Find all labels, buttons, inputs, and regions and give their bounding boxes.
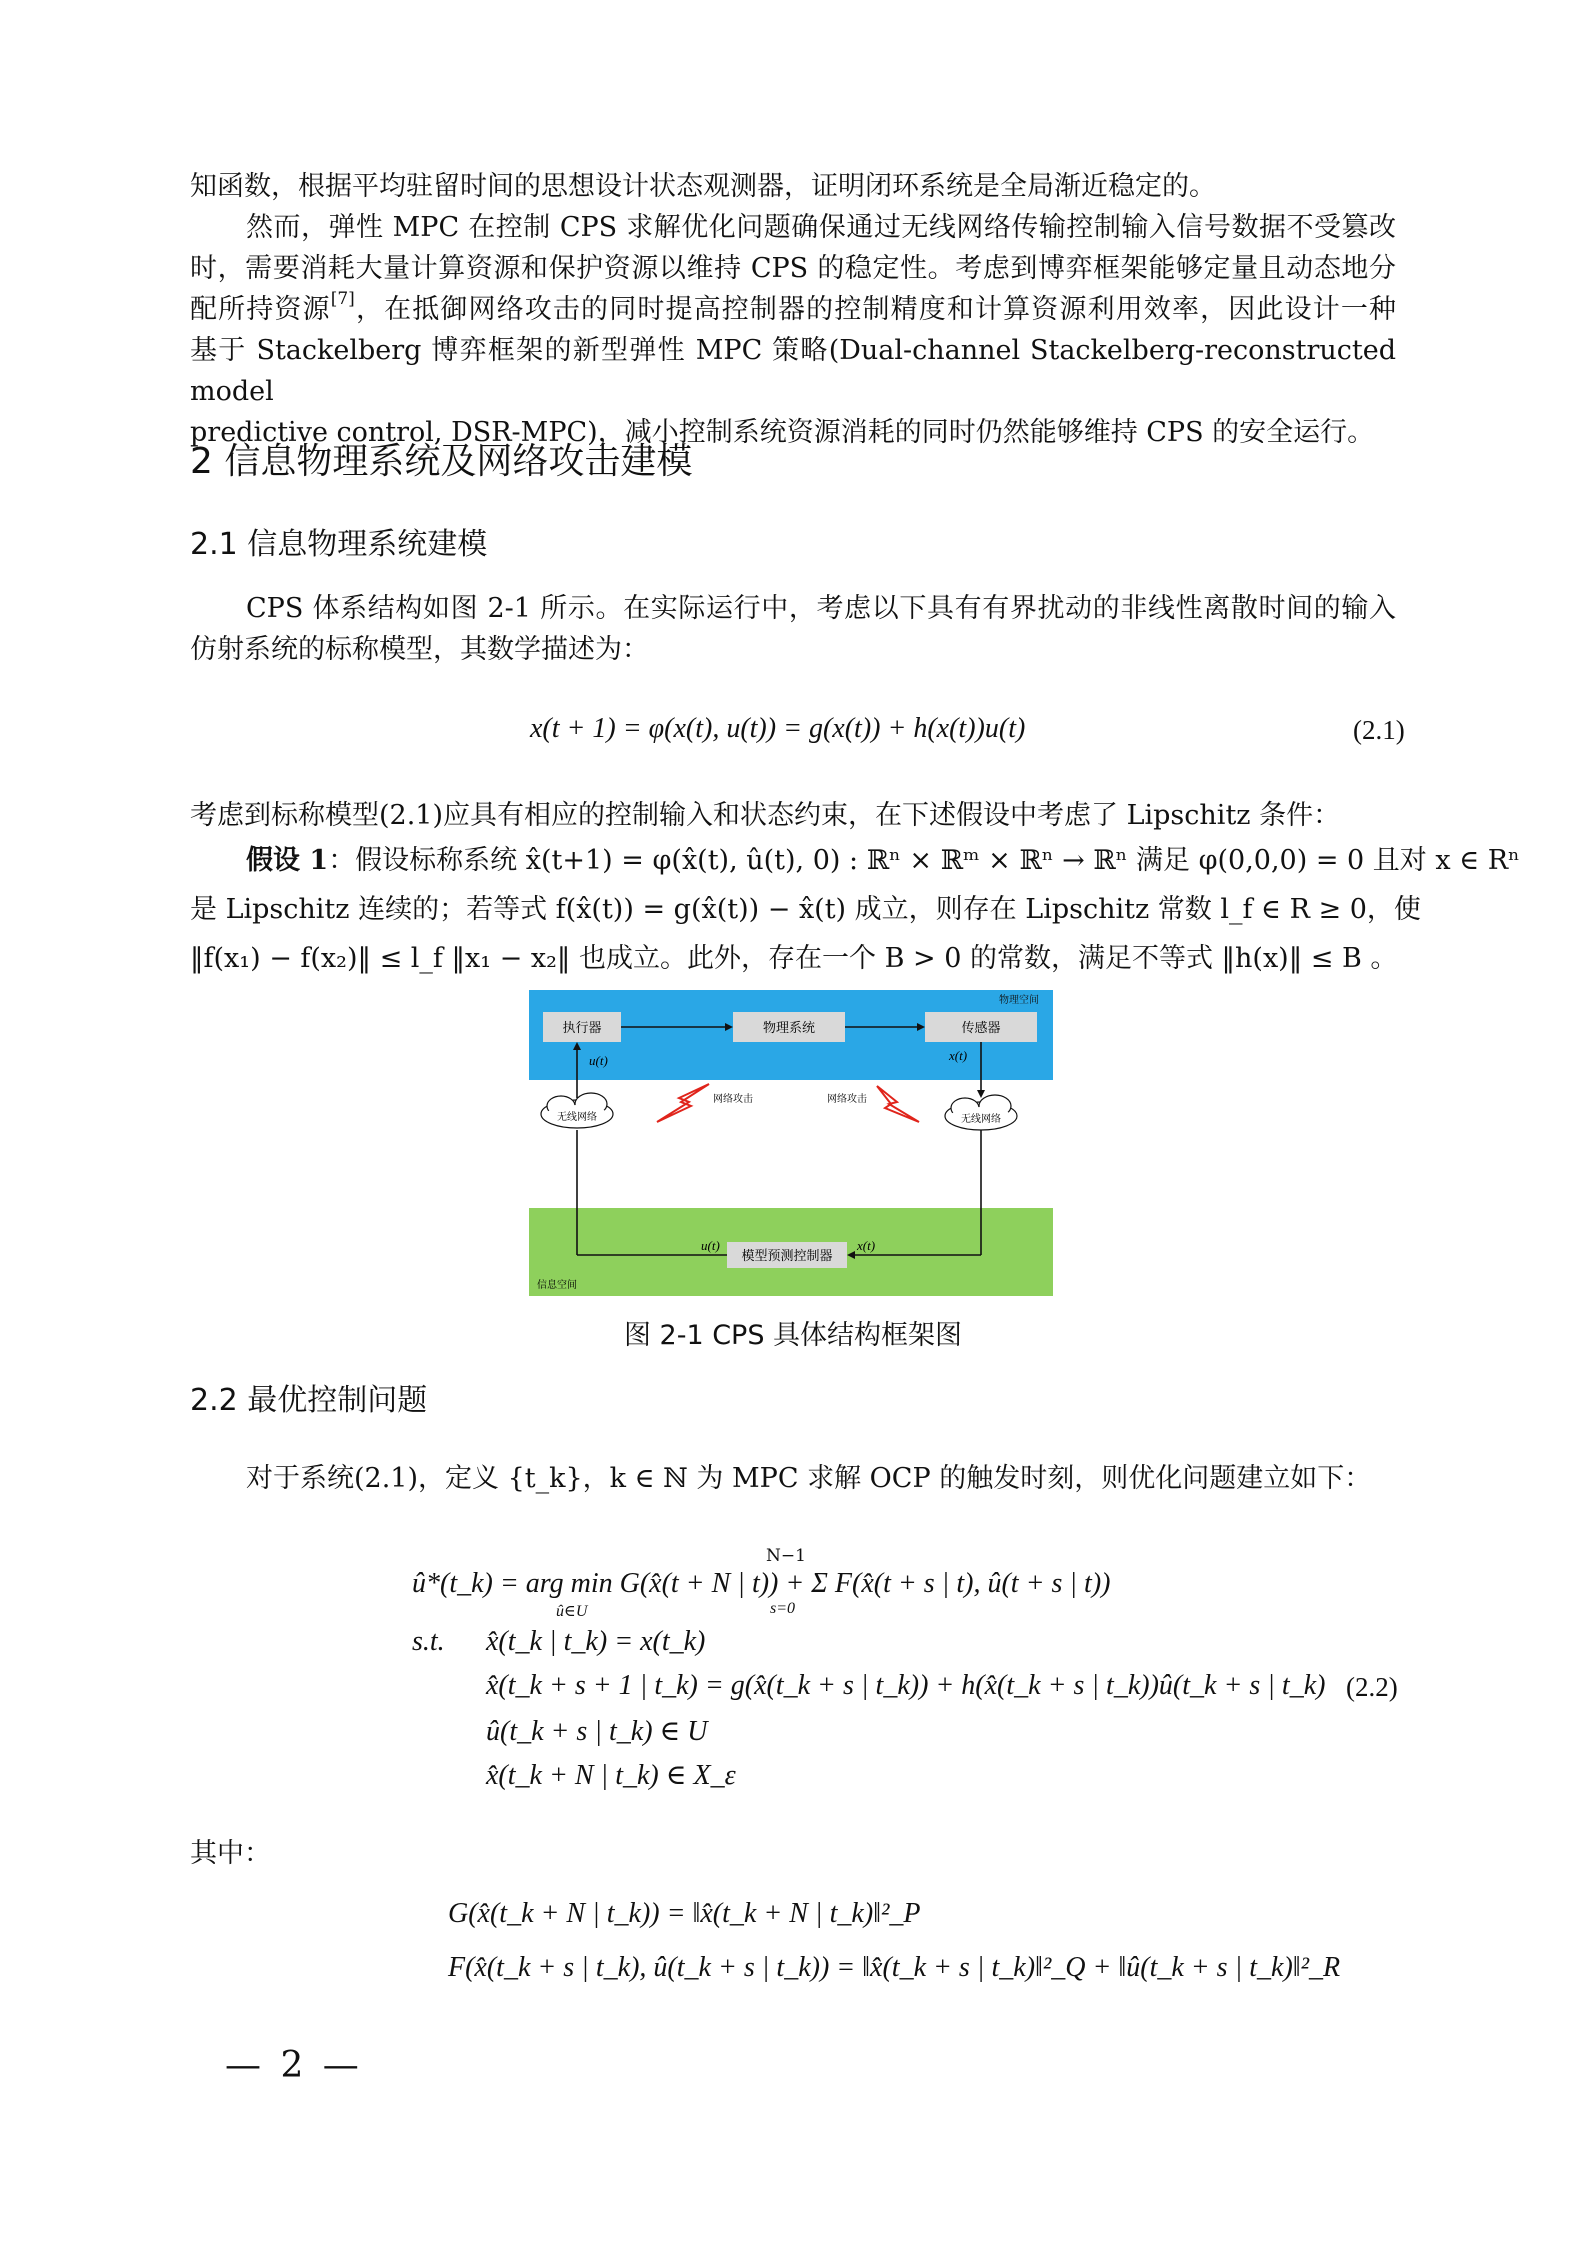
paragraph-ocp-intro [190,1458,1396,1499]
x-bottom-label: x(t) [857,1238,876,1253]
section-heading-2: 2 信息物理系统及网络攻击建模 [190,441,693,482]
citation-ref[interactable]: [7] [330,289,355,309]
lightning-bolt-icon [877,1086,919,1122]
text-line: predictive control, DSR-MPC)，减小控制系统资源消耗的同时仍然能够维持 CPS 的安全运行。 [190,417,1375,448]
u-bottom-label: u(t) [701,1238,720,1253]
argmin-subscript: û∈U [556,1603,588,1620]
assumption-1 [190,840,1520,979]
text-line [190,289,1396,330]
cyber-space-label: 信息空间 [537,1280,577,1291]
equation-line: x̂(t_k | t_k) = x(t_k) [486,1626,706,1657]
cps-architecture-figure [529,990,1053,1296]
sum-upper-limit: N−1 [766,1546,806,1566]
paragraph-lipschitz-intro [190,795,1396,836]
subsection-heading-2-2: 2.2 最优控制问题 [190,1383,428,1418]
text-line: 仿射系统的标称模型，其数学描述为： [190,634,649,665]
text-line: 时，需要消耗大量计算资源和保护资源以维持 CPS 的稳定性。考虑到博弈框架能够定量且动态地分 [190,253,1396,284]
subject-to-label: s.t. [412,1626,445,1657]
text-span: 配所持资源 [190,294,331,325]
plant-label: 物理系统 [762,1021,816,1036]
attack-left-label: 网络攻击 [713,1094,753,1105]
text-line: 基于 Stackelberg 博弈框架的新型弹性 MPC 策略(Dual-channel Stackelberg-reconstructed model [190,335,1396,407]
equation-line: û(t_k + s | t_k) ∈ U [486,1716,708,1747]
actuator-label: 执行器 [562,1021,602,1036]
equation-line: x̂(t_k + s + 1 | t_k) = g(x̂(t_k + s | t_k)) + h(x̂(t_k + s | t_k))û(t_k + s | t_k) [486,1670,1326,1701]
wireless-cloud-right [945,1095,1017,1130]
equation-2-1: x(t + 1) = φ(x(t), u(t)) = g(x(t)) + h(x(t))u(t) [530,713,1026,744]
text-line: CPS 体系结构如图 2-1 所示。在实际运行中，考虑以下具有有界扰动的非线性离散时间的输入 [246,593,1396,624]
physical-space-label: 物理空间 [999,995,1039,1006]
wireless-right-label: 无线网络 [961,1114,1001,1125]
equation-number: (2.2) [1346,1672,1398,1702]
paragraph-where [190,1833,1396,1874]
equation-cost-F: F(x̂(t_k + s | t_k), û(t_k + s | t_k)) = ‖x̂(t_k + s | t_k)‖²_Q + ‖û(t_k + s | t_k)‖²_R [448,1952,1341,1983]
equation-line: x̂(t_k + N | t_k) ∈ X_ε [486,1760,736,1791]
lightning-bolt-icon [657,1084,709,1122]
figure-caption: 图 2-1 CPS 具体结构框架图 [623,1320,963,1351]
equation-line: û*(t_k) = arg min G(x̂(t + N | t)) + Σ F(x̂(t + s | t), û(t + s | t)) [412,1568,1111,1599]
equation-number: (2.1) [1353,715,1405,745]
u-top-label: u(t) [589,1053,608,1068]
text-line: 然而，弹性 MPC 在控制 CPS 求解优化问题确保通过无线网络传输控制输入信号数据不受篡改 [246,212,1396,243]
page-number: — 2 — [225,2045,363,2086]
text-line [190,840,1520,881]
x-top-label: x(t) [949,1048,968,1063]
sensor-label: 传感器 [961,1021,1001,1036]
wireless-cloud-left [541,1093,613,1128]
paragraph-intro-end [190,166,1396,207]
paragraph-text: 考虑到标称模型(2.1)应具有相应的控制输入和状态约束，在下述假设中考虑了 Lipschitz 条件： [190,800,1341,831]
text-line: 是 Lipschitz 连续的；若等式 f(x̂(t)) = g(x̂(t)) − x̂(t) 成立，则存在 Lipschitz 常数 l_f ∈ R ≥ 0，使 [190,894,1421,925]
equation-cost-G: G(x̂(t_k + N | t_k)) = ‖x̂(t_k + N | t_k)‖²_P [448,1898,921,1929]
assumption-label: 假设 1 [246,845,329,876]
attack-right-label: 网络攻击 [827,1094,867,1105]
arrowhead [977,1090,985,1098]
paragraph-resilient-mpc [190,207,1396,453]
subsection-heading-2-1: 2.1 信息物理系统建模 [190,527,488,562]
paragraph-text: 对于系统(2.1)，定义 {t_k}，k ∈ ℕ 为 MPC 求解 OCP 的触发时刻，则优化问题建立如下： [246,1463,1372,1494]
text-span: ：假设标称系统 x̂(t+1) = φ(x̂(t), û(t), 0) : ℝⁿ × ℝᵐ × ℝⁿ → ℝⁿ 满足 φ(0,0,0) = 0 且对 x ∈ Rⁿ [328,845,1520,876]
text-span: ，在抵御网络攻击的同时提高控制器的控制精度和计算资源利用效率，因此设计一种 [354,294,1396,325]
controller-label: 模型预测控制器 [741,1249,833,1264]
paragraph-text: 其中： [190,1838,271,1869]
paragraph-text: 知函数，根据平均驻留时间的思想设计状态观测器，证明闭环系统是全局渐近稳定的。 [190,171,1216,202]
wireless-left-label: 无线网络 [557,1112,597,1123]
sum-lower-limit: s=0 [770,1600,796,1617]
text-line: ‖f(x₁) − f(x₂)‖ ≤ l_f ‖x₁ − x₂‖ 也成立。此外，存在一个 B > 0 的常数，满足不等式 ‖h(x)‖ ≤ B 。 [190,943,1398,974]
paragraph-cps-architecture [190,588,1396,670]
